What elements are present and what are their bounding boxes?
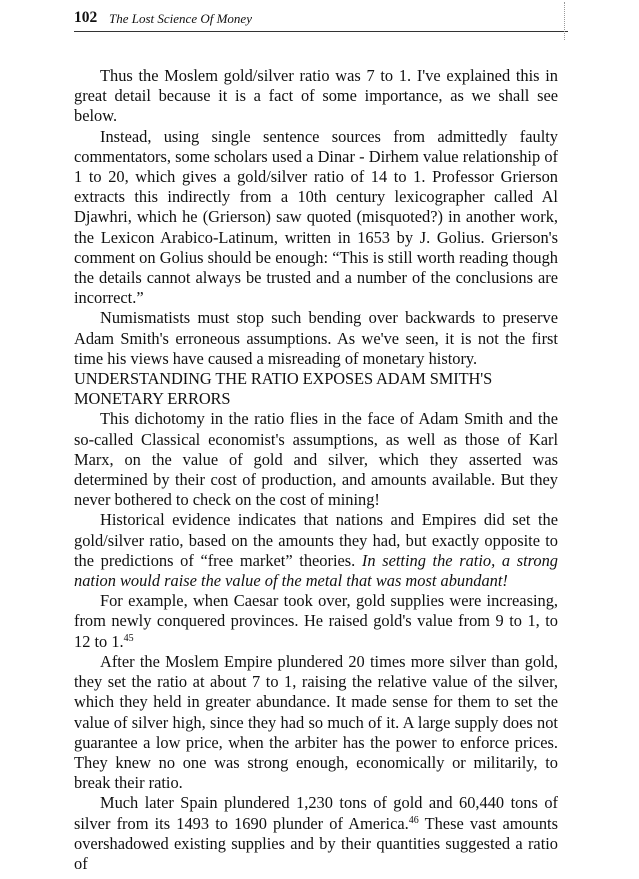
header-rule: [74, 31, 568, 32]
paragraph-text: For example, when Caesar took over, gold supplies were increasing, from newly conquered provinces. He raised gold's value from 9 to 1, to 12 to 1.: [74, 591, 558, 651]
paragraph-text: This dichotomy in the ratio flies in the face of Adam Smith and the so-called Classical economist's assumptions, as well as those of Karl Marx, on the value of gold and silver, which they asserted was determined by their cost of production, and amounts available. But they never bothered to check on the cost of mining!: [74, 409, 558, 510]
paragraph-text: Instead, using single sentence sources from admittedly faulty commentators, some scholars used a Dinar - Dirhem value relationship of 1 to 20, which gives a gold/silver ratio of 14 to 1. Professor Grierson extracts this indirectly from a 10th century lexicographer called Al Djawhri, which he (Grierson) saw quoted (misquoted?) in another work, the Lexicon Arabico-Latinum, written in 1653 by J. Golius. Grierson's comment on Golius should be enough: “This is still worth reading though the details cannot always be trusted and a number of the conclusions are incorrect.”: [74, 126, 558, 308]
paragraph: [74, 591, 558, 652]
footnote-ref[interactable]: 46: [408, 814, 419, 826]
paragraph-text: Numismatists must stop such bending over backwards to preserve Adam Smith's erroneous assumptions. As we've seen, it is not the first time his views have caused a misreading of monetary history.: [74, 308, 558, 368]
paragraph: [74, 308, 558, 369]
paragraph: [74, 409, 558, 510]
emphasis-text: In setting the ratio, a strong nation would raise the value of the metal that was most abundant!: [74, 550, 558, 591]
paragraph-text: These vast amounts overshadowed existing supplies and by their quantities suggested a ratio of: [74, 813, 558, 873]
running-title: The Lost Science Of Money: [109, 11, 252, 26]
running-header: [74, 9, 568, 33]
paragraph-text: After the Moslem Empire plundered 20 times more silver than gold, they set the ratio at about 7 to 1, raising the relative value of the silver, which they held in greater abundance. It made sense for them to set the value of silver high, since they had so much of it. A large supply does not guarantee a low price, when the arbiter has the power to enforce prices. They knew no one was strong enough, economically or militarily, to break their ratio.: [74, 651, 558, 793]
paragraph-text: Much later Spain plundered 1,230 tons of gold and 60,440 tons of silver from its 1493 to 1690 plunder of America.: [74, 793, 558, 833]
paragraph-text: Historical evidence indicates that nations and Empires did set the gold/silver ratio, based on the amounts they had, but exactly opposite to the predictions of “free market” theories.: [74, 510, 558, 570]
paragraph-text: Thus the Moslem gold/silver ratio was 7 to 1. I've explained this in great detail because it is a fact of some importance, as we shall see below.: [74, 66, 558, 126]
page-number: 102: [74, 9, 98, 26]
page-edge-mark: [564, 2, 566, 40]
paragraph: [74, 127, 558, 309]
paragraph: [74, 652, 558, 793]
section-heading: UNDERSTANDING THE RATIO EXPOSES ADAM SMITH'S MONETARY ERRORS: [74, 369, 493, 409]
footnote-ref[interactable]: 45: [123, 632, 134, 644]
paragraph: [74, 66, 558, 127]
paragraph: [74, 793, 558, 874]
paragraph: [74, 510, 558, 591]
body-text: [74, 66, 558, 874]
